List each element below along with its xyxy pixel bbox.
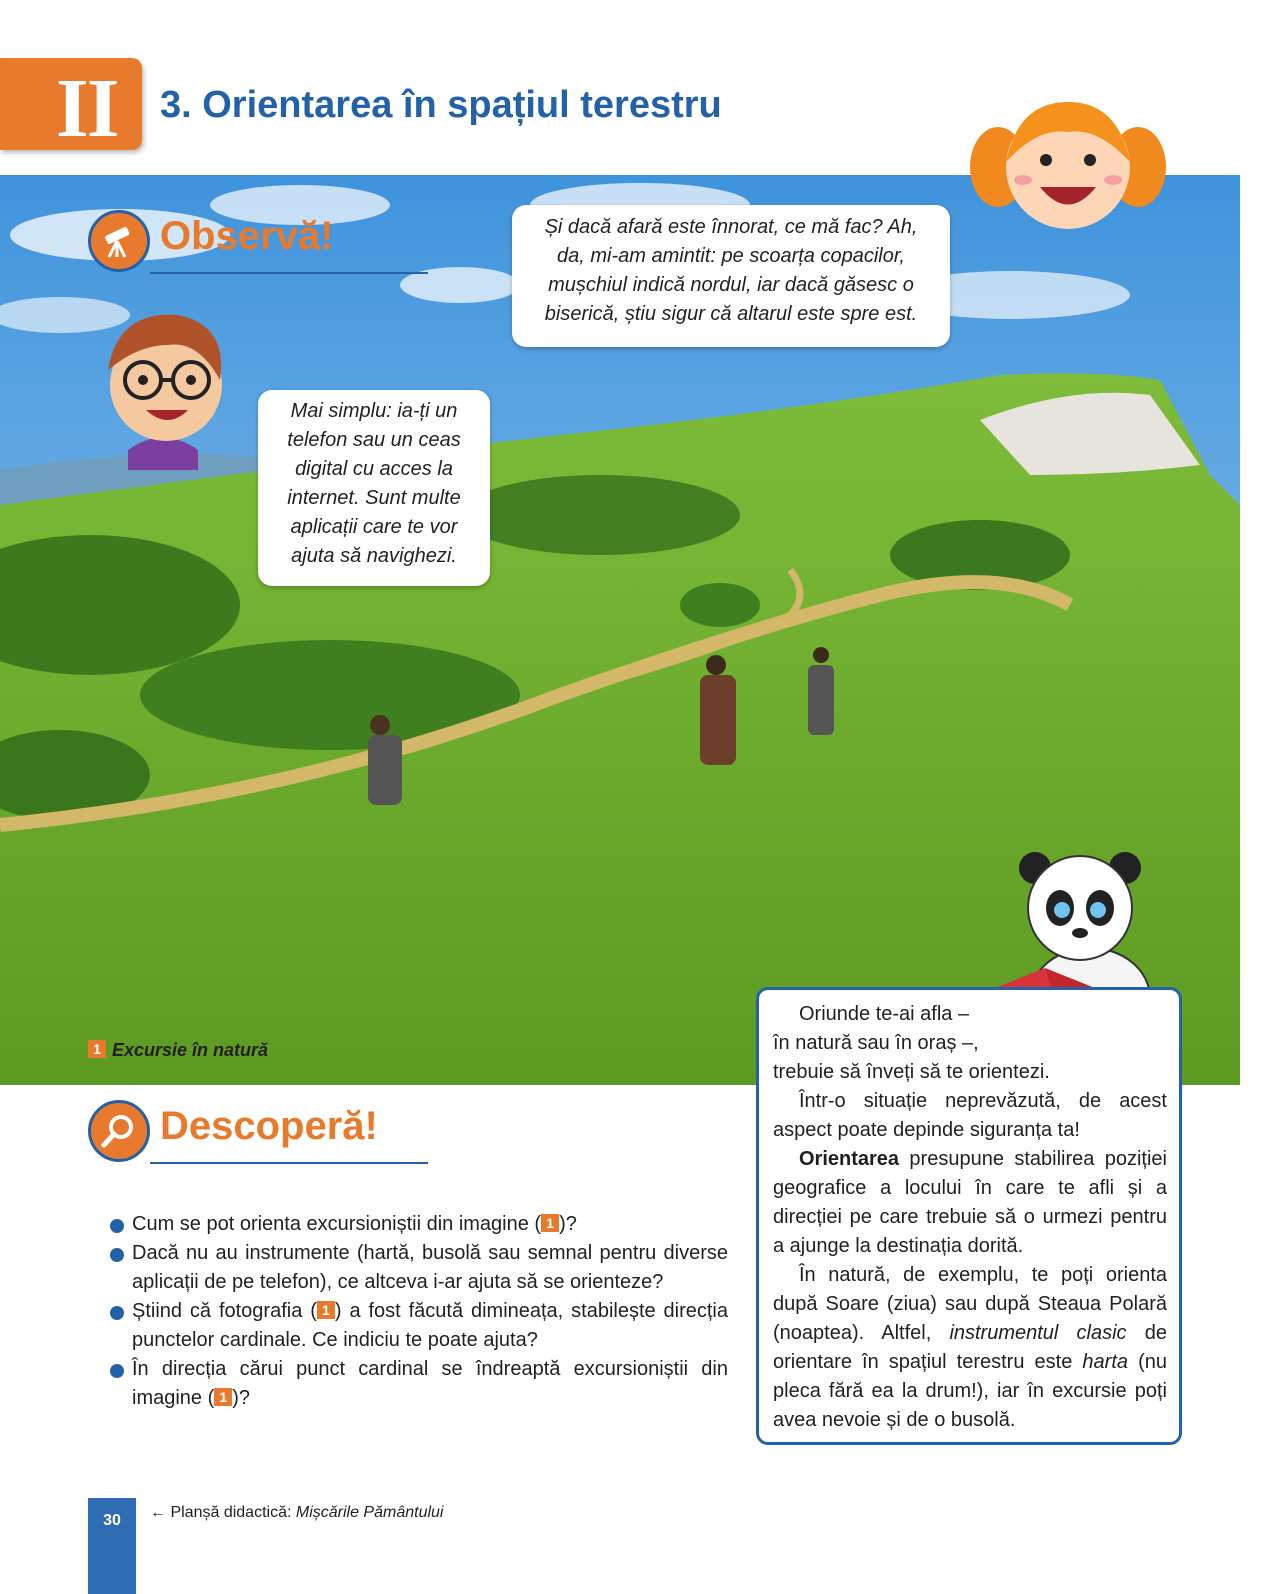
magnifier-icon: [88, 1100, 150, 1162]
boy-character-illustration: [88, 300, 238, 470]
girl-character-illustration: [968, 92, 1168, 242]
page-number: 30: [103, 1512, 121, 1529]
figure-ref-badge: 1: [541, 1214, 559, 1232]
question-item: În direcția cărui punct cardinal se îndreaptă excursioniștii din imagine ( 1 )?: [108, 1355, 728, 1413]
caption-text: Excursie în natură: [112, 1040, 269, 1060]
observe-underline: [150, 272, 428, 274]
info-box: [756, 987, 1182, 1445]
discover-underline: [150, 1162, 428, 1164]
discover-label: Descoperă!: [160, 1104, 378, 1148]
observe-heading: [88, 210, 428, 274]
definition-term: Orientarea: [799, 1148, 900, 1170]
question-item: Cum se pot orienta excursioniștii din imagine ( 1 )?: [108, 1210, 728, 1239]
figure-number-badge: 1: [88, 1040, 106, 1058]
info-box-text: Oriunde te-ai afla – în natură sau în oraș –, trebuie să înveți să te orientezi. Într-o situație neprevăzută, de acest aspect poate depinde siguranța ta! Orientarea presupune stabilirea poziției geografice a locului în care te afli și a direcției pe care trebuie să o urmezi pentru a ajunge la destinația dorită. În natură, de exemplu, te poți orienta după Soare (ziua) sau după Steaua Polară (noaptea). Altfel, instrumentul clasic de orientare în spațiul terestru este harta (nu pleca fără ea la drum!), iar în excursie poți avea nevoie și de o busolă.: [773, 1003, 1167, 1431]
observe-label: Observă!: [160, 214, 334, 258]
figure-ref-badge: 1: [317, 1301, 335, 1319]
chapter-badge: [0, 58, 142, 155]
girl-speech-bubble: [512, 205, 950, 347]
chapter-number: II: [56, 62, 118, 155]
bullet-icon: [110, 1219, 124, 1233]
boy-speech-bubble: [258, 390, 490, 586]
discover-heading: [88, 1100, 428, 1164]
figure-ref-badge: 1: [214, 1388, 232, 1406]
bullet-icon: [110, 1364, 124, 1378]
bullet-icon: [110, 1248, 124, 1262]
telescope-icon: [88, 210, 150, 272]
question-list: [108, 1210, 728, 1413]
bullet-icon: [110, 1306, 124, 1320]
lesson-title: 3. Orientarea în spațiul terestru: [160, 84, 722, 126]
question-item: Dacă nu au instrumente (hartă, busolă sau semnal pentru diverse aplicații de pe telefon), ce altceva i-ar ajuta să se orienteze?: [108, 1239, 728, 1297]
boy-speech-text: Mai simplu: ia-ți un telefon sau un ceas digital cu acces la internet. Sunt multe aplicații care te vor ajuta să navighezi.: [287, 400, 461, 567]
question-item: Știind că fotografia ( 1 ) a fost făcută dimineața, stabilește direcția punctelor cardinale. Ce indiciu te poate ajuta?: [108, 1297, 728, 1355]
girl-speech-text: Și dacă afară este înnorat, ce mă fac? Ah, da, mi-am amintit: pe scoarța copacilor, mușchiul indică nordul, iar dacă găsesc o biserică, știu sigur că altarul este spre est.: [544, 216, 918, 325]
didactic-plate-link[interactable]: ← Planșă didactică: Mișcările Pământului: [150, 1504, 444, 1521]
photo-caption: [88, 1040, 268, 1061]
